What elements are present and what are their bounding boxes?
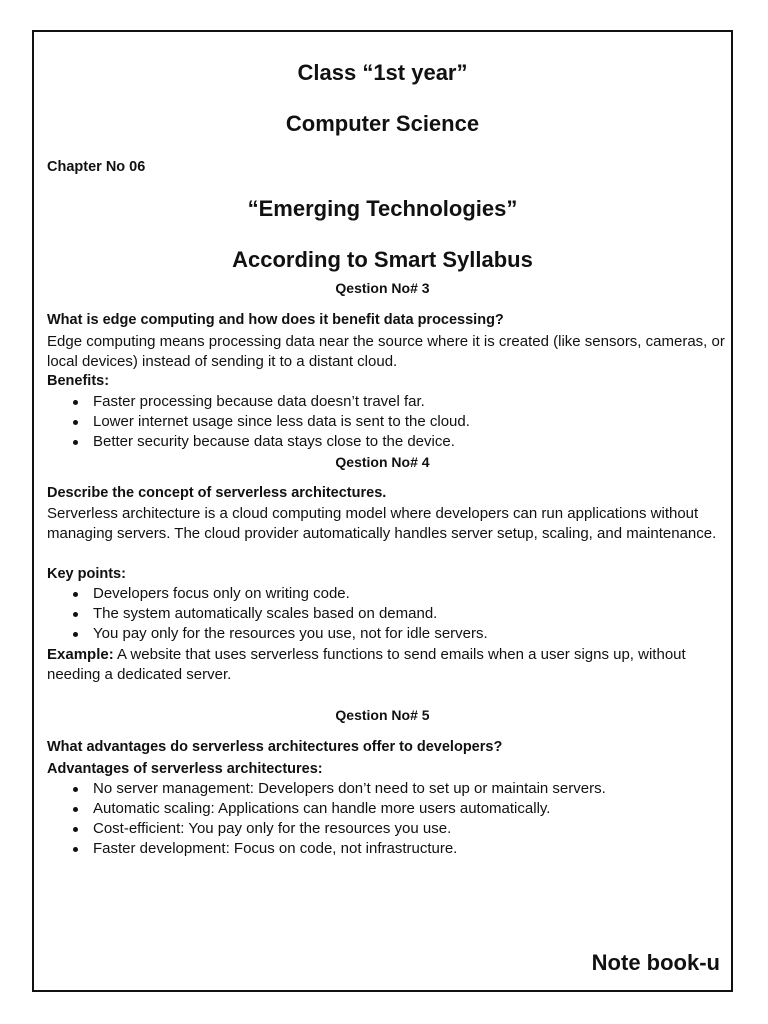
list-item: Cost-efficient: You pay only for the resources you use. (47, 819, 727, 839)
subject-title: Computer Science (285, 111, 480, 136)
list-item: The system automatically scales based on demand. (47, 604, 727, 624)
syllabus-title: According to Smart Syllabus (232, 247, 533, 272)
question-4-heading: Qestion No# 4 (335, 454, 430, 470)
question-3-text: What is edge computing and how does it benefit data processing? (47, 312, 504, 328)
question-3-answer: Edge computing means processing data near the source where it is created (like sensors, cameras, or local devices) instead of sending it to a distant cloud. (47, 333, 725, 370)
list-item: Faster processing because data doesn’t travel far. (47, 392, 727, 412)
question-3-heading: Qestion No# 3 (335, 280, 430, 296)
key-points-label: Key points: (47, 566, 126, 582)
list-item: No server management: Developers don’t need to set up or maintain servers. (47, 779, 727, 799)
question-5-text: What advantages do serverless architectures offer to developers? (47, 739, 503, 755)
list-item: Faster development: Focus on code, not infrastructure. (47, 839, 727, 859)
topic-title: “Emerging Technologies” (247, 196, 518, 221)
key-points-list (47, 584, 727, 644)
example-label: Example: (47, 646, 114, 663)
example-text: A website that uses serverless functions to send emails when a user signs up, without needing a dedicated server. (47, 646, 686, 683)
list-item: Developers focus only on writing code. (47, 584, 727, 604)
brand-footer: Note book-u (591, 950, 720, 975)
advantages-list (47, 779, 727, 859)
list-item: Lower internet usage since less data is sent to the cloud. (47, 412, 727, 432)
list-item: Automatic scaling: Applications can handle more users automatically. (47, 799, 727, 819)
benefits-list (47, 392, 727, 452)
question-4-text: Describe the concept of serverless architectures. (47, 485, 387, 501)
class-title: Class “1st year” (297, 60, 468, 85)
advantages-label: Advantages of serverless architectures: (47, 761, 323, 777)
question-5-heading: Qestion No# 5 (335, 707, 430, 723)
list-item: Better security because data stays close to the device. (47, 432, 727, 452)
chapter-label: Chapter No 06 (47, 159, 146, 175)
question-4-answer: Serverless architecture is a cloud computing model where developers can run applications without managing servers. The cloud provider automatically handles server setup, scaling, and maintenance. (47, 505, 717, 542)
example-paragraph (47, 645, 727, 685)
benefits-label: Benefits: (47, 373, 110, 389)
list-item: You pay only for the resources you use, not for idle servers. (47, 624, 727, 644)
